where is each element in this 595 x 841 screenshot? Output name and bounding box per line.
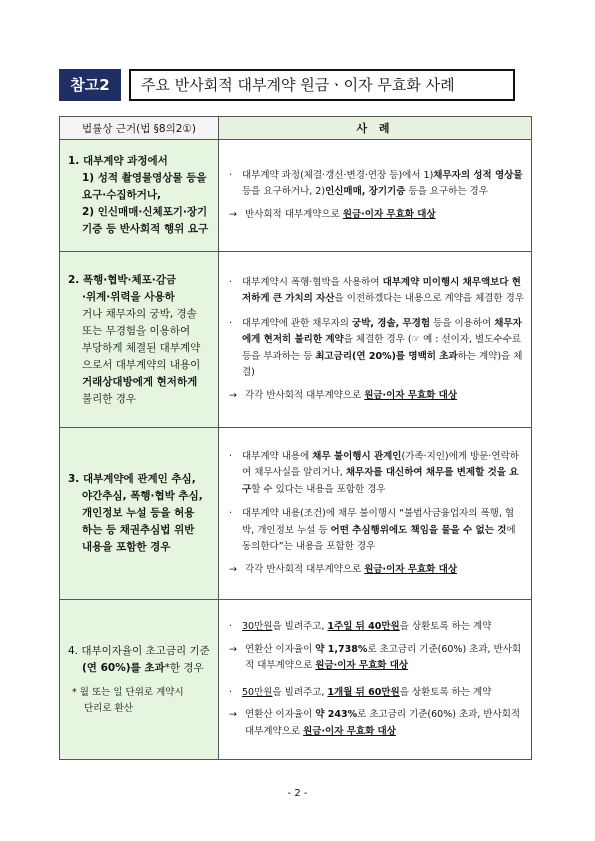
table-header-row xyxy=(60,117,532,140)
cases-cell xyxy=(219,252,532,428)
case-item: · 대부계약시 폭행·협박을 사용하여 대부계약 미이행시 채무액보다 현저하게 큰 가치의 자산을 이전하겠다는 내용으로 계약을 체결한 경우 xyxy=(229,275,525,308)
basis-line: 또는 무경험을 이용하여 xyxy=(82,324,191,337)
bullet-mark: · xyxy=(229,276,233,288)
bullet-mark: · xyxy=(229,450,233,462)
legal-basis-cell xyxy=(60,140,219,252)
header-cases: 사 례 xyxy=(219,117,532,140)
case-result: → 각각 반사회적 대부계약으로 원금·이자 무효화 대상 xyxy=(229,562,525,579)
basis-line: 1. 대부계약 과정에서 xyxy=(68,155,168,167)
basis-line: (연 60%)를 초과*한 경우 xyxy=(82,661,204,674)
case-item: · 30만원을 빌려주고, 1주일 뒤 40만원을 상환토록 하는 계약 xyxy=(229,619,525,636)
page-title: 주요 반사회적 대부계약 원금ㆍ이자 무효화 사례 xyxy=(129,69,515,101)
table-row xyxy=(60,428,532,600)
table-row xyxy=(60,140,532,252)
footnote: * 월 또는 일 단위로 계약시 단리로 환산 xyxy=(72,686,184,714)
basis-line: 2) 인신매매·신체포기·장기 xyxy=(82,206,208,218)
basis-line: 3. 대부계약에 관계인 추심, xyxy=(68,473,196,485)
case-result: → 연환산 이자율이 약 243%로 초고금리 기준(60%) 초과, 반사회적 대부계약으로 원금·이자 무효화 대상 xyxy=(229,707,525,740)
basis-line: 야간추심, 폭행·협박 추심, xyxy=(82,490,203,502)
basis-line: 4. 대부이자율이 초고금리 기준 xyxy=(68,644,210,657)
table-row xyxy=(60,600,532,760)
case-item: · 대부계약에 관한 채무자의 궁박, 경솔, 무경험 등을 이용하여 채무자에게 현저히 불리한 계약을 체결한 경우 (☞ 예 : 선이자, 별도수수료 등을 부과하는 등 최고금리(연 20%)를 명백히 초과하는 계약)을 체결) xyxy=(229,316,525,382)
basis-line: 내용을 포함한 경우 xyxy=(82,541,171,553)
bullet-mark: · xyxy=(229,508,233,520)
basis-line: 불리한 경우 xyxy=(82,392,137,405)
basis-line: ·위계·위력을 사용하 xyxy=(82,290,175,303)
cases-cell xyxy=(219,428,532,600)
basis-line: 부당하게 체결된 대부계약 xyxy=(82,341,201,354)
basis-line: 하는 등 채권추심법 위반 xyxy=(82,524,195,536)
basis-line: 요구·수집하거나, xyxy=(82,189,161,201)
page-number: - 2 - xyxy=(287,788,308,799)
legal-basis-cell xyxy=(60,428,219,600)
legal-basis-cell xyxy=(60,252,219,428)
case-result: → 각각 반사회적 대부계약으로 원금·이자 무효화 대상 xyxy=(229,388,525,405)
cases-cell xyxy=(219,600,532,760)
case-result: → 반사회적 대부계약으로 원금·이자 무효화 대상 xyxy=(229,207,525,224)
arrow-icon: → xyxy=(229,563,237,575)
bullet-mark: · xyxy=(229,169,233,181)
arrow-icon: → xyxy=(229,389,237,401)
arrow-icon: → xyxy=(229,208,237,220)
case-item: · 대부계약 내용에 채무 불이행시 관계인(가족·지인)에게 방문·연락하여 채무사실을 알리거나, 채무자를 대신하여 채무를 변제할 것을 요구할 수 있다는 내용을 포함한 경우 xyxy=(229,449,525,499)
cases-cell xyxy=(219,140,532,252)
header-legal-basis: 법률상 근거(법 §8의2①) xyxy=(60,117,219,140)
bullet-mark: · xyxy=(229,621,233,632)
basis-line: 기증 등 반사회적 행위 요구 xyxy=(82,223,209,235)
case-item: · 대부계약 과정(체결·갱신·변경·연장 등)에서 1)채무자의 성적 영상물 등을 요구하거나, 2)인신매매, 장기기증 등을 요구하는 경우 xyxy=(229,168,525,201)
legal-basis-cell xyxy=(60,600,219,760)
basis-line: 2. 폭행·협박·체포·감금 xyxy=(68,273,177,286)
case-item: · 대부계약 내용(조건)에 채무 불이행시 “불법사금융업자의 폭행, 협박, 개인정보 누설 등 어떤 추심행위에도 책임을 물을 수 없는 것에 동의한다”는 내용을 포함한 경우 xyxy=(229,506,525,556)
cases-table xyxy=(59,116,532,760)
arrow-icon: → xyxy=(229,709,237,720)
basis-line: 개인정보 누설 등을 허용 xyxy=(82,507,195,519)
basis-line: 으로서 대부계약의 내용이 xyxy=(82,358,201,371)
arrow-icon: → xyxy=(229,643,237,655)
table-row xyxy=(60,252,532,428)
basis-line: 1) 성적 촬영물영상물 등을 xyxy=(82,172,207,184)
case-result: → 연환산 이자율이 약 1,738%로 초고금리 기준(60%) 초과, 반사회적 대부계약으로 원금·이자 무효화 대상 xyxy=(229,642,525,675)
bullet-mark: · xyxy=(229,317,233,329)
basis-line: 거나 채무자의 궁박, 경솔 xyxy=(82,307,197,320)
bullet-mark: · xyxy=(229,686,233,698)
reference-tag: 참고2 xyxy=(59,69,121,101)
case-item: · 50만원을 빌려주고, 1개월 뒤 60만원을 상환토록 하는 계약 xyxy=(229,685,525,702)
basis-line: 거래상대방에게 현저하게 xyxy=(82,375,198,388)
page-title-block xyxy=(59,69,515,101)
